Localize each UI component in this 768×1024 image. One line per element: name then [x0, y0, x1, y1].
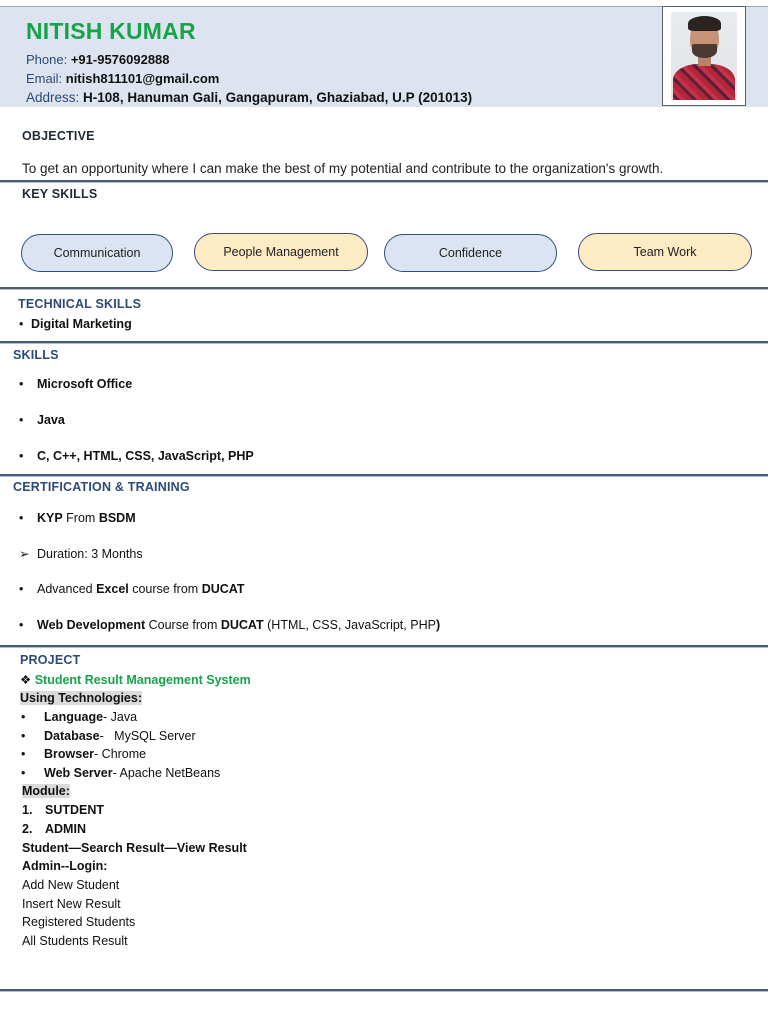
cert-duration: Duration: 3 Months	[37, 547, 143, 561]
arrow-bullet-icon: ➢	[19, 547, 30, 561]
key-skill-communication: Communication	[21, 234, 173, 272]
email-label: Email:	[26, 71, 63, 86]
admin-item: Registered Students	[22, 915, 136, 929]
cert-web-tech: (HTML, CSS, JavaScript, PHP	[263, 618, 436, 632]
tech-value: - Chrome	[94, 747, 147, 761]
email-value: nitish811101@gmail.com	[65, 71, 220, 86]
tech-key: Language	[44, 710, 104, 724]
key-skill-people-management: People Management	[194, 233, 368, 271]
list-item: • KYP From BSDM	[19, 511, 136, 525]
tech-item: • Web Server- Apache NetBeans	[21, 766, 221, 780]
cert-bsdm: BSDM	[98, 511, 136, 525]
tech-value: - Apache NetBeans	[112, 766, 221, 780]
module-name: SUTDENT	[45, 803, 105, 817]
skill-item: Microsoft Office	[37, 377, 133, 391]
cert-excel-ducat: DUCAT	[201, 582, 245, 596]
list-item: • Microsoft Office	[19, 377, 133, 391]
section-divider	[0, 474, 768, 477]
tech-value: - Java	[103, 710, 138, 724]
project-name-line	[20, 672, 251, 687]
module-item: 2. ADMIN	[22, 822, 86, 836]
module-label: Module:	[22, 784, 70, 798]
key-skill-confidence: Confidence	[384, 234, 557, 272]
address-label: Address:	[26, 90, 80, 105]
tech-item: • Database- MySQL Server	[21, 729, 196, 743]
tech-item: • Language- Java	[21, 710, 138, 724]
list-item: • Java	[19, 413, 65, 427]
module-name: ADMIN	[45, 822, 86, 836]
tech-item: • Browser- Chrome	[21, 747, 147, 761]
profile-photo-frame	[662, 6, 746, 106]
project-name: Student Result Management System	[34, 673, 251, 687]
cert-excel-mid: course from	[128, 582, 202, 596]
section-divider	[0, 180, 768, 183]
objective-text: To get an opportunity where I can make the best of my potential and contribute to the organization's growth.	[22, 161, 664, 176]
key-skill-team-work: Team Work	[578, 233, 752, 271]
phone-value: +91-9576092888	[70, 52, 170, 67]
list-item: • C, C++, HTML, CSS, JavaScript, PHP	[19, 449, 254, 463]
phone-label: Phone:	[26, 52, 68, 67]
cert-web-mid: Course from	[145, 618, 221, 632]
section-divider	[0, 287, 768, 290]
skills-title: SKILLS	[13, 348, 59, 362]
tech-value: - MySQL Server	[99, 729, 196, 743]
technical-skills-title: TECHNICAL SKILLS	[18, 297, 142, 311]
technical-skill: Digital Marketing	[31, 317, 132, 331]
address-value: H-108, Hanuman Gali, Gangapuram, Ghaziabad, U.P (201013)	[83, 90, 473, 105]
section-divider	[0, 341, 768, 344]
list-item	[19, 546, 143, 561]
certification-title: CERTIFICATION & TRAINING	[13, 480, 190, 494]
email-line	[26, 71, 219, 86]
objective-title: OBJECTIVE	[22, 129, 95, 143]
admin-item: Insert New Result	[22, 897, 121, 911]
admin-item: Add New Student	[22, 878, 120, 892]
module-item: 1. SUTDENT	[22, 803, 105, 817]
list-item: • Advanced Excel course from DUCAT	[19, 582, 245, 596]
student-flow: Student—Search Result—View Result	[22, 841, 247, 855]
using-technologies-line	[20, 691, 142, 705]
section-divider	[0, 645, 768, 648]
phone-line	[26, 52, 170, 67]
list-item: • Web Development Course from DUCAT (HTML, CSS, JavaScript, PHP)	[19, 618, 441, 632]
skill-item: Java	[37, 413, 65, 427]
cert-web-ducat: DUCAT	[220, 618, 264, 632]
admin-item: All Students Result	[22, 934, 128, 948]
admin-flow: Admin--Login:	[22, 859, 108, 873]
cert-kyp: KYP	[37, 511, 63, 525]
section-divider	[0, 989, 768, 992]
address-line	[26, 90, 472, 105]
profile-photo	[671, 12, 737, 100]
key-skills-title: KEY SKILLS	[22, 187, 98, 201]
using-technologies-label: Using Technologies:	[20, 691, 142, 705]
tech-key: Browser	[44, 747, 95, 761]
candidate-name: NITISH KUMAR	[26, 18, 196, 44]
project-title: PROJECT	[20, 653, 81, 667]
cert-web-dev: Web Development	[37, 618, 146, 632]
tech-key: Web Server	[44, 766, 113, 780]
list-item: • Digital Marketing	[19, 317, 132, 331]
skill-item: C, C++, HTML, CSS, JavaScript, PHP	[37, 449, 254, 463]
diamond-bullet-icon: ❖	[20, 673, 32, 687]
cert-excel: Excel	[96, 582, 129, 596]
cert-web-close: )	[435, 618, 441, 632]
tech-key: Database	[44, 729, 100, 743]
module-line	[22, 784, 70, 798]
cert-excel-prefix: Advanced	[37, 582, 97, 596]
cert-from: From	[62, 511, 99, 525]
